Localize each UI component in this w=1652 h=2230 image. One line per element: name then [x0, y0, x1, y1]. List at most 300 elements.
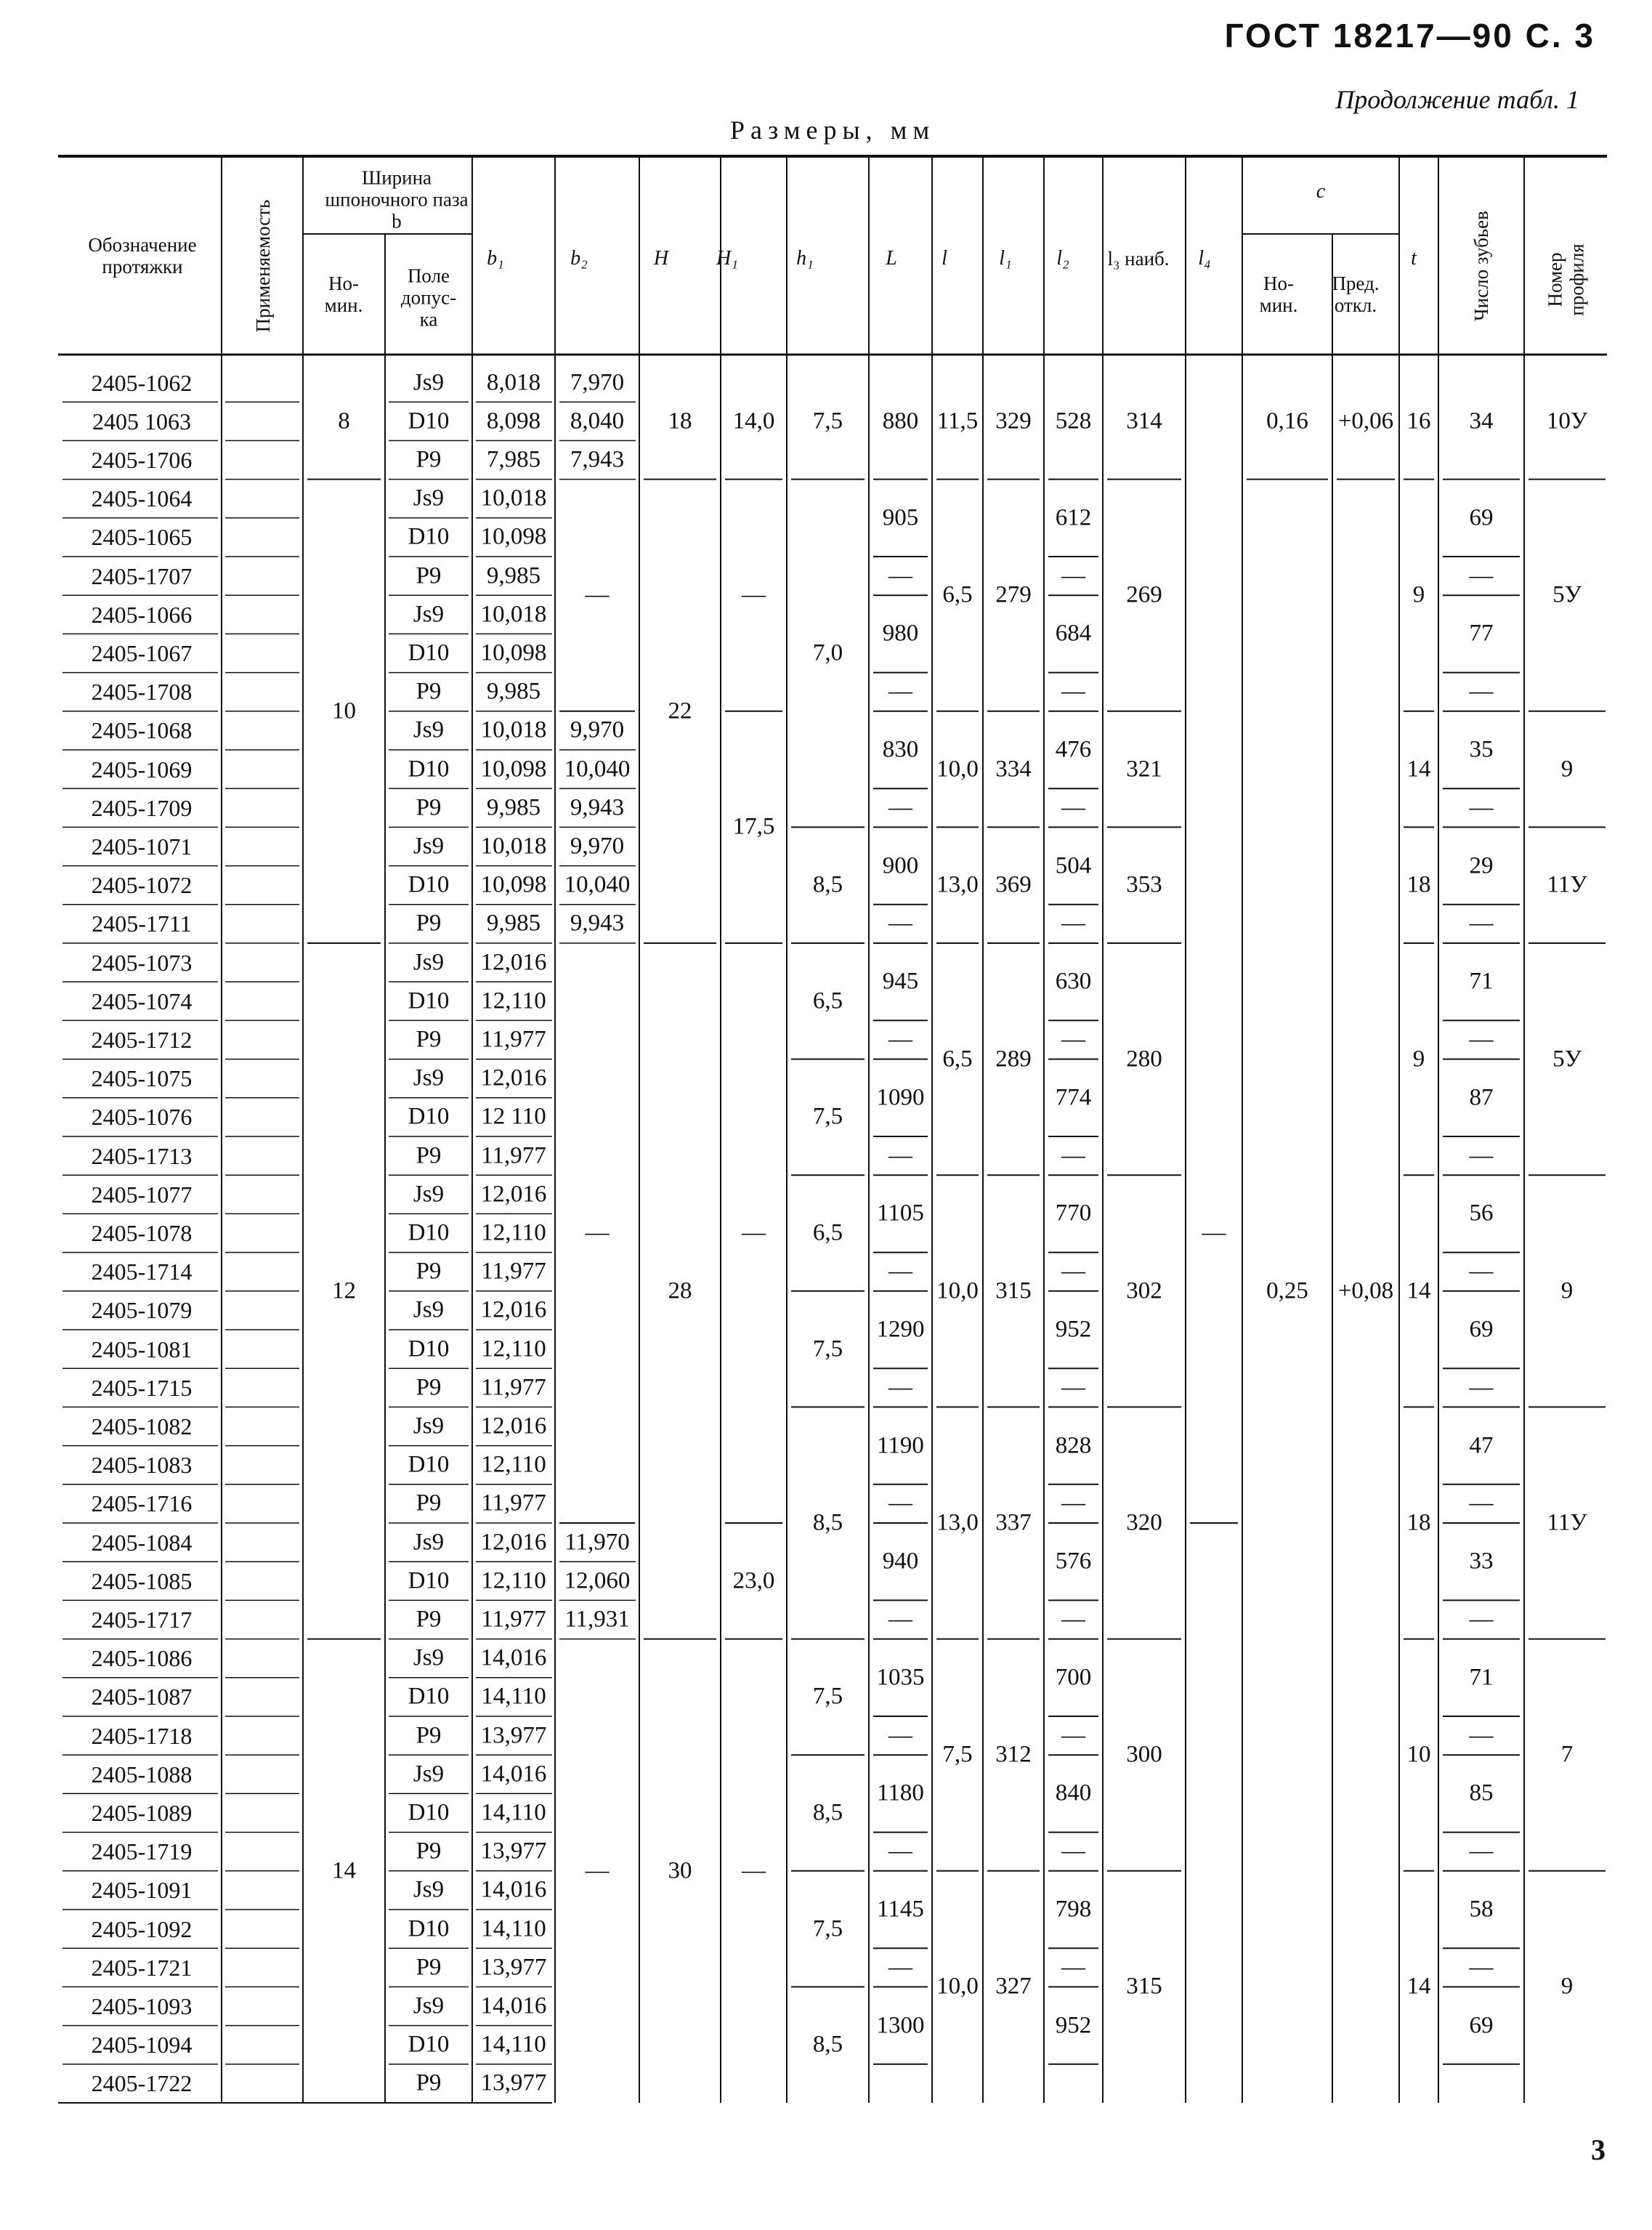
cell-b2: — [585, 1857, 610, 1884]
col-b1: b₁ [487, 247, 504, 270]
cell-l: 6,5 [942, 1046, 973, 1072]
col-l: l [942, 247, 947, 270]
cell-cdev: +0,08 [1337, 1277, 1394, 1304]
cell-L: — [888, 1722, 912, 1749]
row-tolerance-field: P9 [416, 1026, 442, 1053]
cell-bnom: 12 [332, 1277, 356, 1304]
cell-profile: 11У [1547, 1509, 1587, 1536]
row-b1: 12,110 [481, 1219, 546, 1246]
cell-h1: 7,5 [812, 1915, 843, 1942]
cell-teeth: — [1469, 1374, 1494, 1401]
row-tolerance-field: P9 [416, 2069, 442, 2096]
row-designation: 2405-1076 [91, 1104, 193, 1131]
row-tolerance-field: D10 [408, 756, 450, 783]
row-designation: 2405-1078 [91, 1220, 193, 1246]
row-designation: 2405-1085 [91, 1567, 193, 1594]
cell-l1: 369 [995, 871, 1032, 898]
row-designation: 2405-1062 [91, 369, 193, 396]
row-tolerance-field: P9 [416, 910, 442, 937]
row-b1: 12,110 [481, 1451, 546, 1478]
cell-H1: — [742, 1219, 766, 1246]
cell-l2: 952 [1055, 2012, 1092, 2039]
row-designation: 2405-1091 [91, 1877, 193, 1904]
row-designation: 2405-1074 [91, 987, 193, 1014]
cell-l2: 770 [1055, 1200, 1092, 1227]
cell-teeth: — [1469, 910, 1494, 937]
row-b1: 10,098 [480, 639, 547, 666]
cell-l1: 315 [995, 1277, 1032, 1304]
row-designation: 2405-1068 [91, 717, 193, 744]
row-tolerance-field: D10 [408, 987, 450, 1014]
row-tolerance-field: Js9 [413, 1992, 445, 2019]
row-b1: 14,110 [481, 1799, 546, 1826]
cell-l2: — [1061, 910, 1085, 937]
col-b-tolerance: Поле допус-ка [400, 264, 457, 331]
cell-l1: 337 [995, 1509, 1032, 1536]
cell-teeth: — [1469, 1258, 1494, 1285]
cell-teeth: 85 [1469, 1779, 1494, 1806]
row-b1: 10,018 [480, 716, 547, 743]
row-b1: 13,977 [480, 2069, 547, 2096]
cell-l2: 798 [1055, 1896, 1092, 1923]
row-b1: 13,977 [480, 1954, 547, 1981]
cell-L: 830 [882, 736, 919, 763]
cell-L: 880 [882, 408, 919, 435]
row-designation: 2405-1713 [91, 1142, 193, 1169]
row-b1: 9,985 [486, 678, 541, 705]
cell-l2: — [1061, 678, 1085, 705]
row-b2: 7,970 [570, 369, 625, 396]
row-tolerance-field: Js9 [413, 1529, 445, 1556]
cell-profile: 11У [1547, 871, 1587, 898]
row-b2: 9,943 [570, 910, 625, 937]
col-b2: b₂ [570, 247, 588, 270]
cell-l: 13,0 [936, 1509, 979, 1536]
cell-l2: 840 [1055, 1779, 1092, 1806]
cell-l2: 528 [1055, 408, 1092, 435]
cell-H: 30 [668, 1857, 692, 1884]
col-b-nominal: Но-мин. [324, 272, 363, 316]
row-designation: 2405-1712 [91, 1027, 193, 1053]
page-number: 3 [1591, 2133, 1606, 2166]
row-b1: 13,977 [480, 1722, 547, 1749]
row-b1: 12,016 [480, 949, 547, 976]
cell-t: 18 [1406, 871, 1431, 898]
row-designation: 2405-1719 [91, 1838, 193, 1865]
cell-teeth: 47 [1469, 1432, 1494, 1459]
cell-t: 14 [1406, 1277, 1431, 1304]
cell-l: 6,5 [942, 581, 973, 608]
cell-l: 7,5 [942, 1741, 973, 1768]
row-tolerance-field: Js9 [413, 485, 445, 512]
row-b1: 11,977 [481, 1606, 546, 1633]
row-tolerance-field: Js9 [413, 369, 445, 396]
cell-l3: 280 [1126, 1046, 1162, 1072]
cell-h1: 7,0 [812, 639, 843, 666]
cell-L: — [888, 1954, 912, 1981]
cell-l: 10,0 [936, 1973, 979, 2000]
cell-L: 1090 [876, 1084, 925, 1111]
cell-L: — [888, 1838, 912, 1865]
cell-t: 14 [1406, 1973, 1431, 2000]
cell-b2: — [585, 581, 610, 608]
row-b1: 11,977 [481, 1142, 546, 1169]
cell-l1: 327 [995, 1973, 1032, 2000]
cell-teeth: — [1469, 1490, 1494, 1516]
cell-h1: 7,5 [812, 408, 843, 435]
row-b1: 12,016 [480, 1413, 547, 1439]
cell-l2: — [1061, 1722, 1085, 1749]
cell-profile: 10У [1546, 408, 1588, 435]
row-b1: 9,985 [486, 562, 541, 589]
cell-L: — [888, 794, 912, 821]
cell-teeth: — [1469, 1142, 1494, 1169]
row-b1: 12,110 [481, 1336, 546, 1362]
cell-l2: — [1061, 1374, 1085, 1401]
cell-t: 18 [1406, 1509, 1431, 1536]
cell-h1: 7,5 [812, 1683, 843, 1710]
row-designation: 2405 1063 [92, 408, 191, 435]
cell-L: — [888, 678, 912, 705]
cell-l1: 289 [995, 1046, 1032, 1072]
cell-l2: — [1061, 1838, 1085, 1865]
cell-L: 900 [882, 852, 919, 879]
row-tolerance-field: D10 [408, 408, 450, 435]
cell-h1: 8,5 [812, 2031, 843, 2058]
row-tolerance-field: P9 [416, 1838, 442, 1865]
row-tolerance-field: D10 [408, 639, 450, 666]
row-designation: 2405-1087 [91, 1684, 193, 1710]
row-b1: 8,098 [486, 408, 541, 435]
row-b1: 13,977 [480, 1838, 547, 1865]
cell-t: 10 [1406, 1741, 1431, 1768]
row-tolerance-field: P9 [416, 794, 442, 821]
row-designation: 2405-1083 [91, 1452, 193, 1479]
row-designation: 2405-1722 [91, 2070, 193, 2097]
cell-l3: 300 [1126, 1741, 1162, 1768]
row-tolerance-field: D10 [408, 1683, 450, 1710]
cell-l2: — [1061, 1026, 1085, 1053]
row-designation: 2405-1711 [92, 910, 192, 937]
cell-teeth: 35 [1469, 736, 1494, 763]
row-tolerance-field: Js9 [413, 833, 445, 860]
cell-l3: 321 [1126, 756, 1162, 783]
cell-H1: — [742, 581, 766, 608]
row-designation: 2405-1064 [91, 485, 193, 512]
cell-L: — [888, 1258, 912, 1285]
cell-l1: 279 [995, 581, 1032, 608]
cell-L: — [888, 562, 912, 589]
row-designation: 2405-1067 [91, 640, 193, 666]
col-l4: l₄ [1198, 247, 1211, 270]
cell-teeth: — [1469, 562, 1494, 589]
cell-teeth: 69 [1469, 504, 1494, 531]
row-tolerance-field: P9 [416, 562, 442, 589]
cell-H: 22 [668, 698, 692, 724]
row-b1: 12,016 [480, 1296, 547, 1323]
cell-L: 980 [882, 620, 919, 647]
cell-l1: 312 [995, 1741, 1032, 1768]
cell-l3: 315 [1126, 1973, 1162, 2000]
row-b1: 12,110 [481, 987, 546, 1014]
row-designation: 2405-1708 [91, 679, 193, 706]
row-b1: 14,016 [480, 1876, 547, 1903]
row-tolerance-field: P9 [416, 1258, 442, 1285]
cell-l: 11,5 [936, 408, 979, 435]
row-b1: 11,977 [481, 1026, 546, 1053]
row-b1: 12,016 [480, 1529, 547, 1556]
row-b1: 8,018 [486, 369, 541, 396]
cell-L: 1300 [876, 2012, 925, 2039]
row-b1: 14,016 [480, 1761, 547, 1787]
cell-L: 1180 [877, 1779, 924, 1806]
cell-l2: 630 [1055, 968, 1092, 995]
cell-l: 10,0 [936, 1277, 979, 1304]
cell-h1: 7,5 [812, 1336, 843, 1362]
row-b2: 10,040 [564, 756, 631, 783]
row-designation: 2405-1709 [91, 794, 193, 821]
cell-teeth: — [1469, 794, 1494, 821]
cell-teeth: — [1469, 1026, 1494, 1053]
cell-h1: 8,5 [812, 871, 843, 898]
row-b1: 14,016 [480, 1992, 547, 2019]
row-b1: 7,985 [486, 446, 541, 473]
cell-l3: 269 [1126, 581, 1162, 608]
cell-l2: 476 [1055, 736, 1092, 763]
row-b1: 14,016 [480, 1644, 547, 1671]
cell-l2: — [1061, 562, 1085, 589]
cell-l2: — [1061, 1142, 1085, 1169]
row-tolerance-field: D10 [408, 2031, 450, 2058]
row-tolerance-field: P9 [416, 1722, 442, 1749]
col-teeth: Число зубьев [1470, 211, 1493, 321]
cell-H1: — [742, 1857, 766, 1884]
cell-teeth: — [1469, 1722, 1494, 1749]
cell-teeth: — [1469, 678, 1494, 705]
cell-l2: — [1061, 1490, 1085, 1516]
cell-L: 1190 [877, 1432, 924, 1459]
row-b1: 10,018 [480, 833, 547, 860]
row-designation: 2405-1077 [91, 1181, 193, 1208]
row-b1: 9,985 [486, 794, 541, 821]
row-b2: 10,040 [564, 871, 631, 898]
row-designation: 2405-1081 [91, 1336, 193, 1362]
row-designation: 2405-1716 [91, 1490, 193, 1517]
cell-teeth: 29 [1469, 852, 1494, 879]
cell-L: 1290 [876, 1316, 925, 1343]
cell-L: — [888, 1374, 912, 1401]
row-b2: 9,943 [570, 794, 625, 821]
cell-h1: 6,5 [812, 987, 843, 1014]
row-designation: 2405-1092 [91, 1915, 193, 1942]
col-l3: l₃ наиб. [1107, 247, 1170, 270]
table-continuation-label: Продолжение табл. 1 [1335, 85, 1579, 114]
row-tolerance-field: Js9 [413, 1761, 445, 1787]
col-designation: Обозначение протяжки [88, 233, 197, 278]
row-tolerance-field: Js9 [413, 1181, 445, 1208]
cell-L: 940 [882, 1548, 919, 1575]
cell-H: 18 [668, 408, 692, 435]
col-l2: l₂ [1056, 247, 1069, 270]
cell-teeth: 34 [1469, 408, 1494, 435]
col-c-nominal: Но-мин. [1259, 272, 1298, 316]
row-tolerance-field: P9 [416, 446, 442, 473]
cell-bnom: 14 [332, 1857, 356, 1884]
row-designation: 2405-1069 [91, 756, 193, 783]
row-tolerance-field: Js9 [413, 601, 445, 628]
cell-l3: 314 [1126, 408, 1162, 435]
row-tolerance-field: P9 [416, 678, 442, 705]
cell-L: — [888, 1606, 912, 1633]
row-b1: 14,110 [481, 2031, 546, 2058]
row-tolerance-field: Js9 [413, 949, 445, 976]
cell-l3: 353 [1126, 871, 1162, 898]
row-b1: 10,098 [480, 871, 547, 898]
cell-t: 16 [1406, 408, 1431, 435]
row-tolerance-field: Js9 [413, 716, 445, 743]
row-b1: 12,110 [481, 1567, 546, 1594]
cell-l3: 320 [1126, 1509, 1162, 1536]
row-tolerance-field: D10 [408, 1799, 450, 1826]
cell-l2: — [1061, 794, 1085, 821]
row-b1: 10,098 [480, 523, 547, 550]
row-tolerance-field: Js9 [413, 1064, 445, 1091]
cell-l3: 302 [1126, 1277, 1162, 1304]
cell-l2: 952 [1055, 1316, 1092, 1343]
cell-L: — [888, 910, 912, 937]
row-b1: 10,018 [480, 601, 547, 628]
row-tolerance-field: P9 [416, 1374, 442, 1401]
row-b2: 7,943 [570, 446, 625, 473]
cell-bnom: 8 [338, 408, 350, 435]
row-designation: 2405-1089 [91, 1800, 193, 1826]
row-b1: 11,977 [481, 1490, 546, 1516]
cell-h1: 6,5 [812, 1219, 843, 1246]
row-designation: 2405-1715 [91, 1374, 193, 1401]
cell-l2: 774 [1055, 1084, 1092, 1111]
row-b1: 9,985 [486, 910, 541, 937]
page-header: ГОСТ 18217—90 С. 3 [1224, 17, 1595, 54]
row-b1: 14,110 [481, 1683, 546, 1710]
cell-L: 1035 [876, 1664, 925, 1691]
row-b1: 14,110 [481, 1915, 546, 1942]
row-tolerance-field: D10 [408, 1915, 450, 1942]
cell-l2: 684 [1055, 620, 1092, 647]
row-b2: 9,970 [570, 833, 625, 860]
units-label: Размеры, мм [730, 116, 936, 145]
cell-teeth: 56 [1469, 1200, 1494, 1227]
col-profile: Номер профиля [1544, 243, 1587, 316]
row-designation: 2405-1717 [91, 1607, 193, 1633]
cell-l2: 828 [1055, 1432, 1092, 1459]
cell-profile: 9 [1560, 1277, 1574, 1304]
row-tolerance-field: D10 [408, 1103, 450, 1130]
cell-l2: 504 [1055, 852, 1092, 879]
row-b1: 12 110 [481, 1103, 546, 1130]
cell-l1: 334 [995, 756, 1032, 783]
row-tolerance-field: D10 [408, 523, 450, 550]
cell-profile: 7 [1560, 1741, 1574, 1768]
row-designation: 2405-1093 [91, 1993, 193, 2019]
row-designation: 2405-1071 [91, 833, 193, 860]
cell-h1: 8,5 [812, 1509, 843, 1536]
col-H: H [653, 247, 669, 270]
row-designation: 2405-1082 [91, 1413, 193, 1439]
row-b1: 12,016 [480, 1181, 547, 1208]
cell-l: 10,0 [936, 756, 979, 783]
cell-L: 945 [882, 968, 919, 995]
cell-L: — [888, 1490, 912, 1516]
cell-teeth: 69 [1469, 2012, 1494, 2039]
cell-L: — [888, 1142, 912, 1169]
row-b2: 11,970 [564, 1529, 630, 1556]
col-applicability: Применяемость [252, 199, 275, 333]
cell-teeth: 71 [1469, 1664, 1494, 1691]
col-l1: l₁ [999, 247, 1012, 270]
cell-cdev: +0,06 [1337, 408, 1394, 435]
cell-profile: 5У [1552, 1046, 1582, 1072]
cell-t: 9 [1412, 1046, 1425, 1072]
col-c-deviation: Пред. откл. [1332, 272, 1380, 316]
cell-l2: — [1061, 1606, 1085, 1633]
row-tolerance-field: Js9 [413, 1296, 445, 1323]
row-b1: 12,016 [480, 1064, 547, 1091]
row-designation: 2405-1075 [91, 1065, 193, 1092]
row-b2: 8,040 [570, 408, 625, 435]
cell-teeth: — [1469, 1954, 1494, 1981]
cell-teeth: 77 [1469, 620, 1494, 647]
row-designation: 2405-1707 [91, 562, 193, 589]
row-designation: 2405-1072 [91, 872, 193, 899]
row-designation: 2405-1086 [91, 1645, 193, 1672]
cell-cnom: 0,25 [1266, 1277, 1308, 1304]
col-L: L [886, 247, 897, 270]
row-tolerance-field: P9 [416, 1606, 442, 1633]
row-designation: 2405-1079 [91, 1297, 193, 1324]
cell-profile: 9 [1560, 756, 1574, 783]
row-b1: 11,977 [481, 1374, 546, 1401]
row-designation: 2405-1073 [91, 949, 193, 976]
row-tolerance-field: P9 [416, 1142, 442, 1169]
row-tolerance-field: D10 [408, 871, 450, 898]
row-tolerance-field: P9 [416, 1490, 442, 1516]
row-designation: 2405-1714 [91, 1259, 193, 1285]
cell-H1: 14,0 [732, 408, 775, 435]
row-designation: 2405-1721 [91, 1954, 193, 1981]
row-designation: 2405-1088 [91, 1761, 193, 1787]
cell-profile: 9 [1560, 1973, 1574, 2000]
cell-teeth: 58 [1469, 1896, 1494, 1923]
cell-H1: 23,0 [732, 1567, 775, 1594]
row-b1: 10,098 [480, 756, 547, 783]
cell-l2: — [1061, 1954, 1085, 1981]
cell-L: 1105 [877, 1200, 924, 1227]
row-b2: 9,970 [570, 716, 625, 743]
row-designation: 2405-1065 [91, 524, 193, 551]
col-t: t [1411, 247, 1417, 270]
cell-b2: — [585, 1219, 610, 1246]
row-b2: 11,931 [564, 1606, 630, 1633]
cell-L: — [888, 1026, 912, 1053]
row-tolerance-field: D10 [408, 1336, 450, 1362]
row-designation: 2405-1094 [91, 2032, 193, 2059]
row-b2: 12,060 [564, 1567, 631, 1594]
row-designation: 2405-1066 [91, 601, 193, 628]
cell-l1: 329 [995, 408, 1032, 435]
cell-l2: 612 [1055, 504, 1092, 531]
cell-teeth: 71 [1469, 968, 1494, 995]
cell-cnom: 0,16 [1266, 408, 1308, 435]
